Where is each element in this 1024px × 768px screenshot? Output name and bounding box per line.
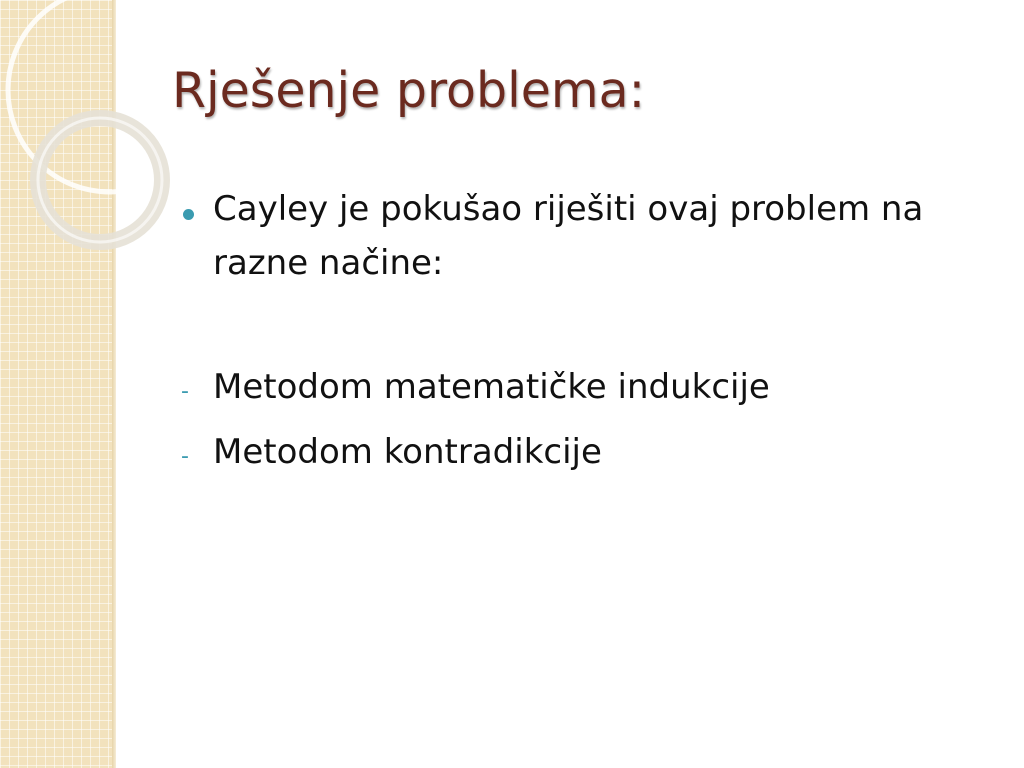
bullet-item-1 xyxy=(178,182,998,292)
decorative-circles xyxy=(0,0,200,260)
bullet-item-2 xyxy=(178,360,858,414)
dash-marker xyxy=(178,425,189,484)
dash-marker-text: - xyxy=(181,444,189,469)
decorative-ring-small-highlight xyxy=(38,118,162,242)
bullet-marker xyxy=(178,182,194,236)
dash-marker xyxy=(178,360,189,419)
bullet-dot-icon xyxy=(183,209,194,220)
bullet-item-3-text: Metodom kontradikcije xyxy=(213,432,602,472)
bullet-item-3 xyxy=(178,425,858,479)
bullet-item-1-line-1: Cayley je pokušao riješiti ovaj problem na xyxy=(213,189,924,229)
dash-marker-text: - xyxy=(181,379,189,404)
bullet-item-2-text: Metodom matematičke indukcije xyxy=(213,367,770,407)
slide-title: Rješenje problema: xyxy=(172,62,646,119)
bullet-item-1-line-2: razne načine: xyxy=(213,243,444,283)
